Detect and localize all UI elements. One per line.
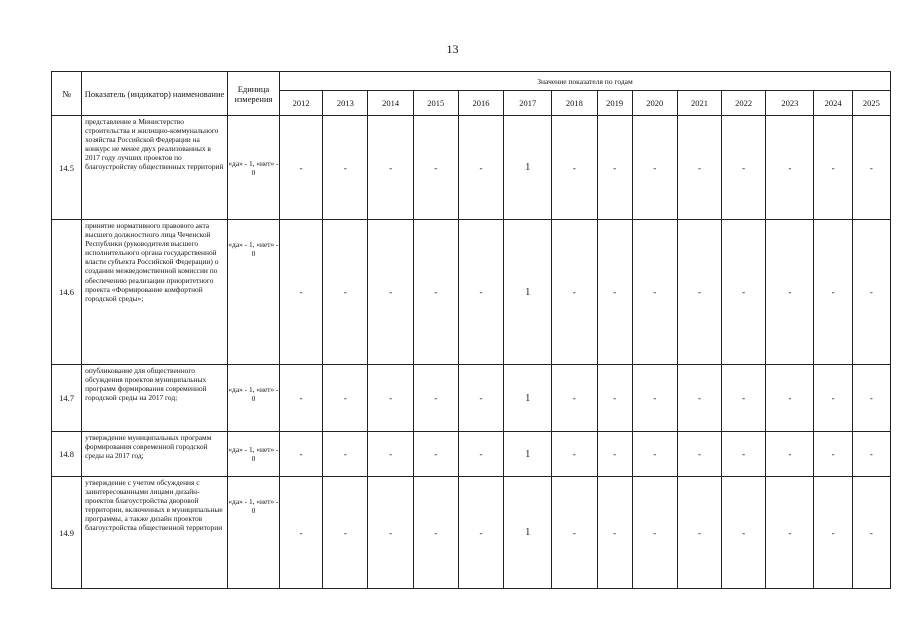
value-cell: - xyxy=(722,477,766,589)
value-cell: - xyxy=(280,220,323,365)
unit-cell: «да» - 1, «нет» - 0 xyxy=(227,432,279,477)
header-year: 2019 xyxy=(597,91,632,116)
header-year: 2022 xyxy=(722,91,766,116)
value-cell: 1 xyxy=(504,365,552,432)
value-cell: - xyxy=(552,116,597,220)
value-cell: - xyxy=(597,116,632,220)
indicators-table xyxy=(51,71,891,589)
value-cell: - xyxy=(632,116,677,220)
header-year: 2018 xyxy=(552,91,597,116)
table-row xyxy=(52,365,891,432)
header-name: Показатель (индикатор) наименование xyxy=(82,72,228,116)
value-cell: 1 xyxy=(504,116,552,220)
value-cell: - xyxy=(852,432,890,477)
value-cell: 1 xyxy=(504,477,552,589)
value-cell: - xyxy=(368,220,413,365)
indicator-name: утверждение с учетом обсуждения с заинтересованными лицами дизайн-проектов благоустройства дворовой территории, включенных в муниципальные программы, а также дизайн проектов благоустройства общественной территории xyxy=(82,477,228,589)
row-number: 14.6 xyxy=(52,220,82,365)
row-number: 14.9 xyxy=(52,477,82,589)
header-num: № xyxy=(52,72,82,116)
row-number: 14.5 xyxy=(52,116,82,220)
value-cell: - xyxy=(280,116,323,220)
header-unit: Единица измерения xyxy=(227,72,279,116)
value-cell: - xyxy=(458,432,503,477)
value-cell: - xyxy=(632,220,677,365)
header-year: 2014 xyxy=(368,91,413,116)
value-cell: - xyxy=(323,116,368,220)
value-cell: - xyxy=(677,116,721,220)
value-cell: - xyxy=(323,432,368,477)
value-cell: - xyxy=(814,365,852,432)
header-year: 2015 xyxy=(413,91,458,116)
indicator-name: принятие нормативного правового акта высшего должностного лица Чеченской Республики (руководителя высшего исполнительного органа государственной власти субъекта Российской Федерации) о создании межведомственной комиссии по обеспечению реализации приоритетного проекта «Формирование комфортной городской среды»; xyxy=(82,220,228,365)
value-cell: - xyxy=(458,116,503,220)
value-cell: - xyxy=(280,477,323,589)
unit-cell: «да» - 1, «нет» - 0 xyxy=(227,365,279,432)
header-year: 2021 xyxy=(677,91,721,116)
value-cell: - xyxy=(722,220,766,365)
header-year: 2023 xyxy=(766,91,814,116)
value-cell: - xyxy=(458,220,503,365)
value-cell: - xyxy=(722,432,766,477)
value-cell: - xyxy=(597,432,632,477)
unit-cell: «да» - 1, «нет» - 0 xyxy=(227,477,279,589)
value-cell: - xyxy=(766,116,814,220)
value-cell: - xyxy=(458,477,503,589)
value-cell: - xyxy=(766,220,814,365)
table-row xyxy=(52,432,891,477)
value-cell: - xyxy=(552,220,597,365)
value-cell: - xyxy=(677,220,721,365)
table-row xyxy=(52,477,891,589)
header-year: 2017 xyxy=(504,91,552,116)
value-cell: - xyxy=(814,477,852,589)
value-cell: - xyxy=(323,220,368,365)
value-cell: - xyxy=(766,365,814,432)
row-number: 14.8 xyxy=(52,432,82,477)
value-cell: - xyxy=(852,116,890,220)
value-cell: - xyxy=(814,220,852,365)
value-cell: - xyxy=(368,432,413,477)
value-cell: - xyxy=(597,477,632,589)
value-cell: - xyxy=(368,365,413,432)
value-cell: - xyxy=(766,432,814,477)
table-body xyxy=(52,116,891,589)
header-year: 2020 xyxy=(632,91,677,116)
header-year: 2025 xyxy=(852,91,890,116)
value-cell: - xyxy=(413,116,458,220)
value-cell: - xyxy=(323,477,368,589)
header-values-group: Значение показателя по годам xyxy=(280,72,891,91)
value-cell: - xyxy=(677,365,721,432)
value-cell: - xyxy=(766,477,814,589)
table-row xyxy=(52,220,891,365)
page-number: 13 xyxy=(446,42,459,56)
value-cell: - xyxy=(552,432,597,477)
header-year: 2016 xyxy=(458,91,503,116)
header-year: 2012 xyxy=(280,91,323,116)
value-cell: - xyxy=(413,220,458,365)
value-cell: - xyxy=(368,116,413,220)
table-row xyxy=(52,116,891,220)
value-cell: - xyxy=(632,477,677,589)
indicator-name: утверждение муниципальных программ формирования современной городской среды на 2017 год; xyxy=(82,432,228,477)
header-year: 2024 xyxy=(814,91,852,116)
value-cell: - xyxy=(323,365,368,432)
value-cell: - xyxy=(722,365,766,432)
header-year: 2013 xyxy=(323,91,368,116)
value-cell: - xyxy=(814,432,852,477)
value-cell: - xyxy=(814,116,852,220)
unit-cell: «да» - 1, «нет» - 0 xyxy=(227,220,279,365)
value-cell: - xyxy=(552,365,597,432)
unit-cell: «да» - 1, «нет» - 0 xyxy=(227,116,279,220)
row-number: 14.7 xyxy=(52,365,82,432)
value-cell: - xyxy=(852,477,890,589)
value-cell: - xyxy=(677,432,721,477)
value-cell: - xyxy=(413,432,458,477)
value-cell: - xyxy=(677,477,721,589)
value-cell: - xyxy=(597,220,632,365)
value-cell: - xyxy=(852,220,890,365)
value-cell: - xyxy=(632,432,677,477)
value-cell: - xyxy=(632,365,677,432)
value-cell: - xyxy=(280,365,323,432)
value-cell: - xyxy=(413,477,458,589)
value-cell: - xyxy=(597,365,632,432)
indicator-name: представление в Министерство строительства и жилищно-коммунального хозяйства Российской Федерации на конкурс не менее двух реализованных в 2017 году лучших проектов по благоустройству общественных территорий xyxy=(82,116,228,220)
value-cell: - xyxy=(852,365,890,432)
value-cell: - xyxy=(413,365,458,432)
value-cell: - xyxy=(280,432,323,477)
value-cell: - xyxy=(722,116,766,220)
value-cell: 1 xyxy=(504,432,552,477)
indicator-name: опубликование для общественного обсуждения проектов муниципальных программ формирования современной городской среды на 2017 год; xyxy=(82,365,228,432)
value-cell: - xyxy=(458,365,503,432)
value-cell: 1 xyxy=(504,220,552,365)
value-cell: - xyxy=(368,477,413,589)
value-cell: - xyxy=(552,477,597,589)
